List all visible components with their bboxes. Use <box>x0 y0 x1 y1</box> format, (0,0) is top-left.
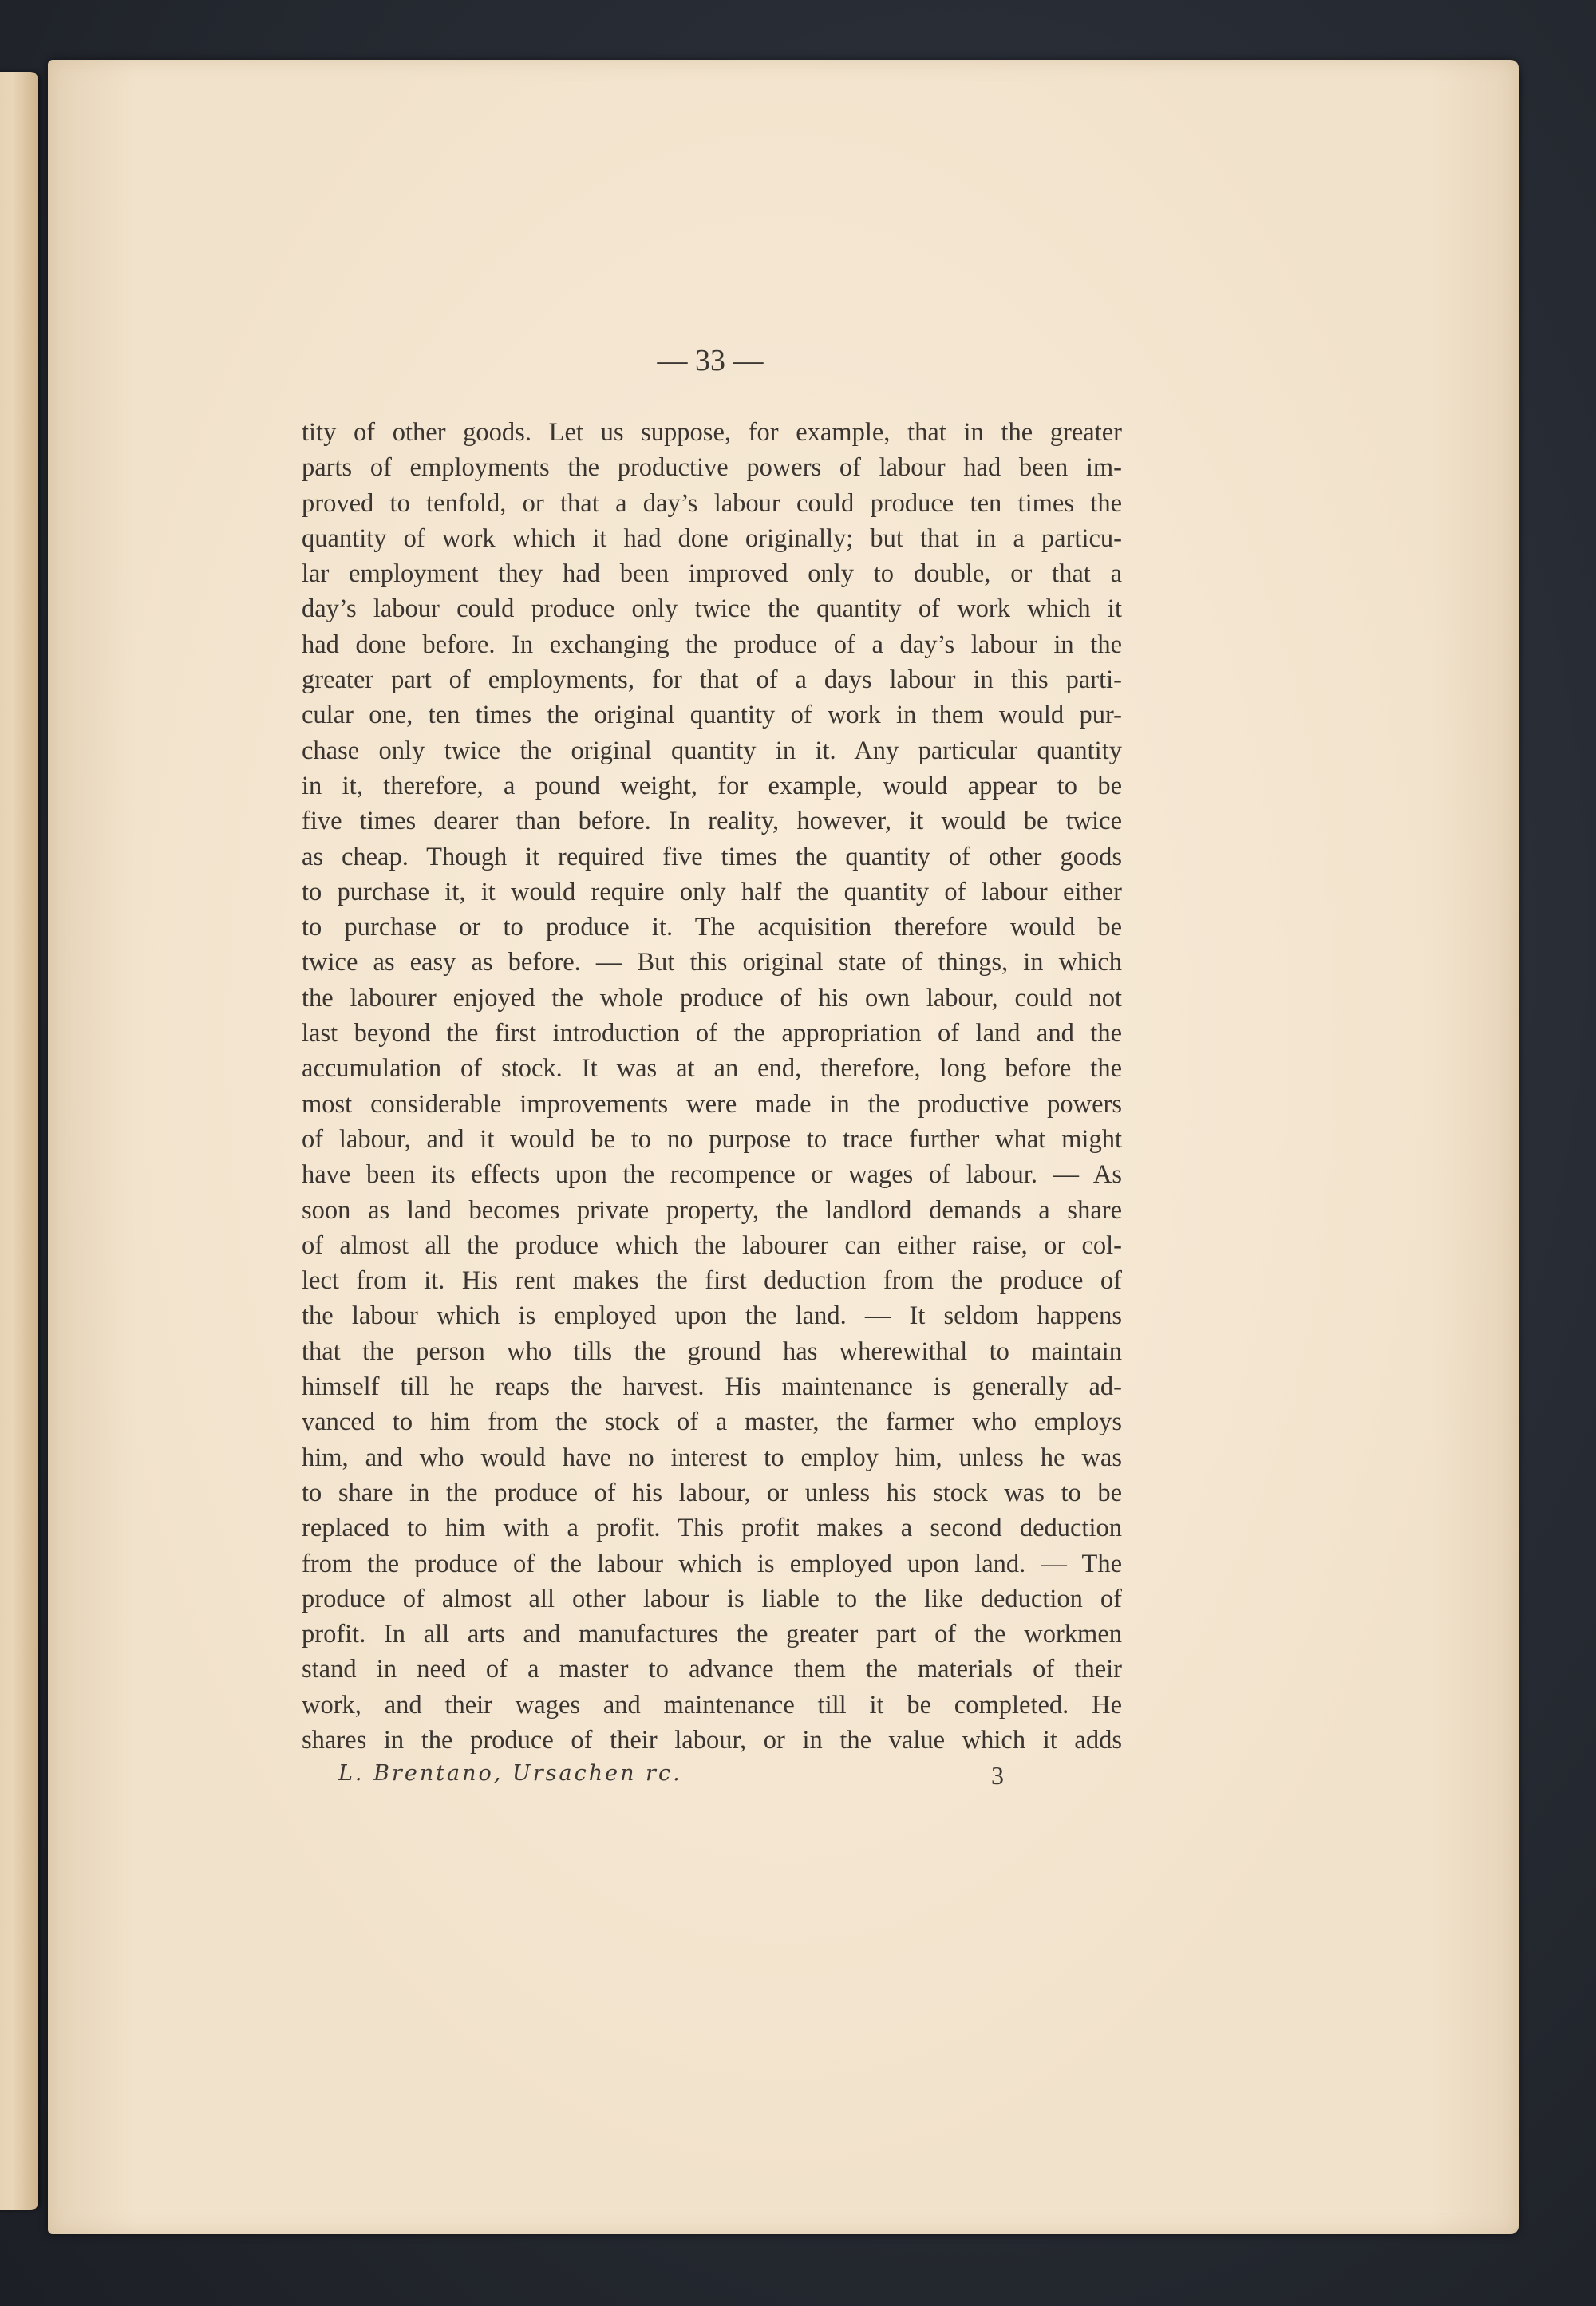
text-line: shares in the produce of their labour, or in the value which it adds <box>302 1725 1122 1755</box>
footer-signature: L. Brentano, Ursachen rc. <box>338 1761 682 1786</box>
text-line: to share in the produce of his labour, or unless his stock was to be <box>302 1478 1122 1507</box>
text-line: work, and their wages and maintenance till it be completed. He <box>302 1690 1122 1720</box>
body-text <box>302 415 1122 1758</box>
previous-page-edge <box>0 72 38 2210</box>
text-line: profit. In all arts and manufactures the greater part of the workmen <box>302 1620 1122 1649</box>
text-line: that the person who tills the ground has wherewithal to maintain <box>302 1337 1122 1366</box>
text-line: quantity of work which it had done originally; but that in a particu- <box>302 523 1122 553</box>
text-line: lect from it. His rent makes the first deduction from the produce of <box>302 1266 1122 1296</box>
text-line: lar employment they had been improved only to double, or that a <box>302 559 1122 589</box>
text-line: cular one, ten times the original quantity of work in them would pur- <box>302 701 1122 730</box>
text-line: five times dearer than before. In reality, however, it would be twice <box>302 807 1122 836</box>
text-line: last beyond the first introduction of the appropriation of land and the <box>302 1019 1122 1048</box>
text-line: accumulation of stock. It was at an end, therefore, long before the <box>302 1054 1122 1084</box>
text-line: him, and who would have no interest to employ him, unless he was <box>302 1443 1122 1472</box>
text-line: vanced to him from the stock of a master, the farmer who employs <box>302 1408 1122 1437</box>
text-line: day’s labour could produce only twice the quantity of work which it <box>302 594 1122 624</box>
text-line: had done before. In exchanging the produce of a day’s labour in the <box>302 630 1122 659</box>
footer-sheet-number: 3 <box>991 1761 1004 1790</box>
text-line: himself till he reaps the harvest. His maintenance is generally ad- <box>302 1372 1122 1402</box>
page-footer <box>302 1761 1122 1796</box>
text-line: produce of almost all other labour is liable to the like deduction of <box>302 1584 1122 1613</box>
text-line: to purchase or to produce it. The acquisition therefore would be <box>302 913 1122 942</box>
text-line: as cheap. Though it required five times the quantity of other goods <box>302 842 1122 871</box>
text-line: parts of employments the productive powers of labour had been im- <box>302 453 1122 483</box>
text-line: twice as easy as before. — But this original state of things, in which <box>302 948 1122 977</box>
text-line: soon as land becomes private property, the landlord demands a share <box>302 1195 1122 1225</box>
text-line: most considerable improvements were made in the productive powers <box>302 1089 1122 1119</box>
text-line: have been its effects upon the recompence or wages of labour. — As <box>302 1160 1122 1190</box>
text-line: in it, therefore, a pound weight, for example, would appear to be <box>302 771 1122 800</box>
text-line: the labourer enjoyed the whole produce of his own labour, could not <box>302 983 1122 1013</box>
text-line: replaced to him with a profit. This profit makes a second deduction <box>302 1514 1122 1543</box>
page-number: — 33 — <box>657 344 764 377</box>
text-line: tity of other goods. Let us suppose, for example, that in the greater <box>302 418 1122 447</box>
text-line: chase only twice the original quantity in it. Any particular quantity <box>302 736 1122 765</box>
text-line: of labour, and it would be to no purpose to trace further what might <box>302 1124 1122 1154</box>
text-line: proved to tenfold, or that a day’s labour could produce ten times the <box>302 488 1122 518</box>
text-line: stand in need of a master to advance them the materials of their <box>302 1655 1122 1684</box>
text-line: the labour which is employed upon the land. — It seldom happens <box>302 1301 1122 1331</box>
text-line: greater part of employments, for that of a days labour in this parti- <box>302 665 1122 695</box>
text-line: of almost all the produce which the labourer can either raise, or col- <box>302 1230 1122 1260</box>
text-line: from the produce of the labour which is employed upon land. — The <box>302 1549 1122 1578</box>
text-line: to purchase it, it would require only half the quantity of labour either <box>302 877 1122 906</box>
